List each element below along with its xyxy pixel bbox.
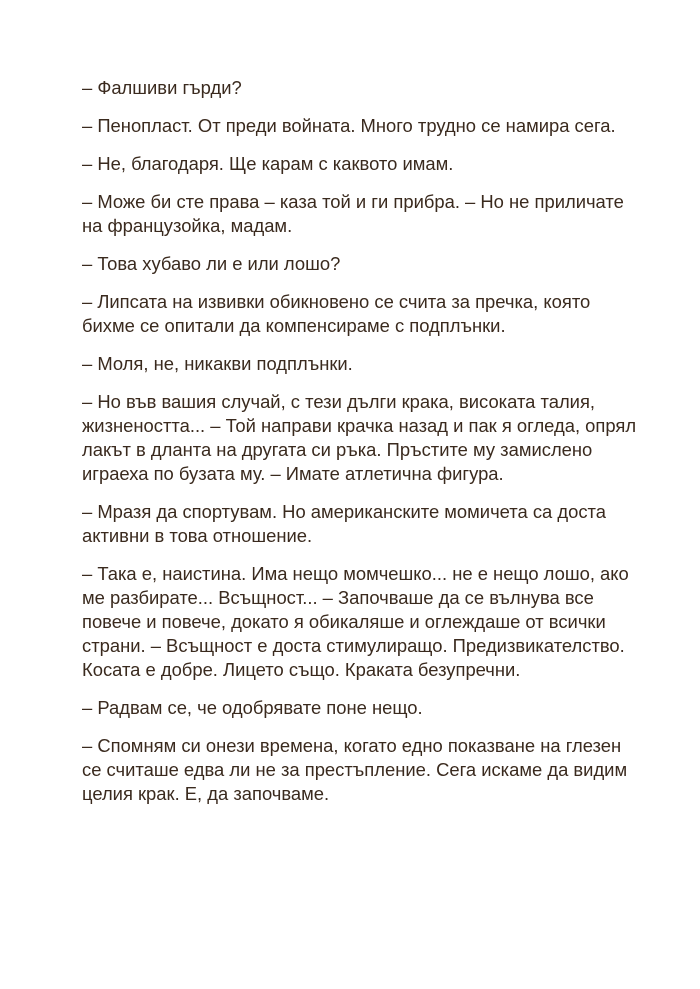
paragraph: – Пенопласт. От преди войната. Много трудно се намира сега. (82, 115, 616, 136)
paragraph: – Моля, не, никакви подплънки. (82, 353, 353, 374)
paragraph: – Но във вашия случай, с тези дълги крака, високата талия, жизнеността... – Той направи крачка назад и пак я огледа, опрял лакът в дланта на другата си ръка. Пръстите му замислено играеха по бузата му. – Имате атлетична фигура. (82, 391, 637, 484)
paragraph: – Така е, наистина. Има нещо момчешко... не е нещо лошо, ако ме разбирате... Всъщност... – Започваше да се вълнува все повече и повече, докато я обикаляше и оглеждаше от всички страни. – Всъщност е доста стимулиращо. Предизвикателство. Косата е добре. Лицето също. Краката безупречни. (82, 563, 629, 680)
paragraph: – Не, благодаря. Ще карам с каквото имам. (82, 153, 454, 174)
paragraph: – Спомням си онези времена, когато едно показване на глезен се считаше едва ли не за престъпление. Сега искаме да видим целия крак. Е, да започваме. (82, 735, 628, 804)
paragraph: – Фалшиви гърди? (82, 77, 242, 98)
paragraph: – Мразя да спортувам. Но американските момичета са доста активни в това отношение. (82, 501, 606, 546)
paragraph: – Липсата на извивки обикновено се счита за пречка, която бихме се опитали да компенсираме с подплънки. (82, 291, 591, 336)
paragraph: – Радвам се, че одобрявате поне нещо. (82, 697, 423, 718)
paragraph: – Може би сте права – каза той и ги прибра. – Но не приличате на французойка, мадам. (82, 191, 624, 236)
paragraph: – Това хубаво ли е или лошо? (82, 253, 341, 274)
